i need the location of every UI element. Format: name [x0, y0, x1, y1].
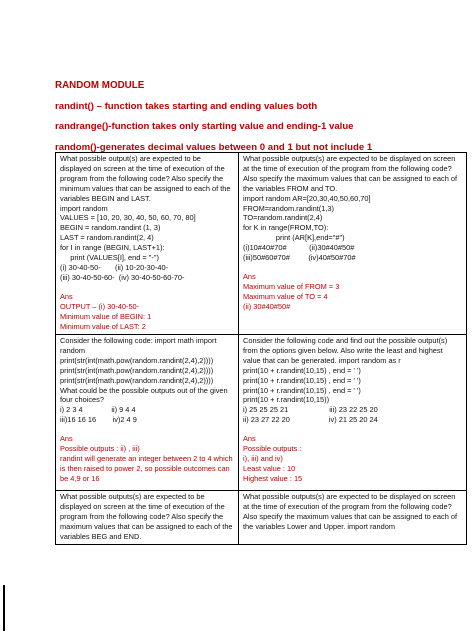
code-line: print(10 + r.randint(10,15) , end = ' ')	[243, 365, 361, 375]
code-line: print (AR[K],end="#")	[243, 233, 345, 243]
code-line: FROM=random.randint(1,3)	[243, 203, 334, 213]
code-line: print(10 + r.randint(10,15))	[243, 395, 330, 405]
heading-randint: randint() – function takes starting and ending values both	[55, 100, 318, 112]
cell-lower-upper	[239, 491, 467, 545]
answer-label: Ans	[60, 291, 73, 301]
cell-math-pow	[56, 335, 239, 491]
option-line: (i) 30-40-50- (ii) 10-20-30-40-	[60, 262, 169, 272]
code-line: print(10 + r.randint(10,15) , end = ' ')	[243, 375, 361, 385]
table-row	[56, 335, 467, 491]
option-line: ii) 23 27 22 20 iv) 21 25 20 24	[243, 415, 378, 425]
option-line: (iii) 30-40-50-60- (iv) 30-40-50-60-70-	[60, 272, 185, 282]
answer-line: Possible outputs : ii) , iii)	[60, 444, 140, 454]
question-text: What could be the possible outputs out of the given four choices?	[60, 385, 228, 405]
code-line: print(10 + r.randint(10,15) , end = ' ')	[243, 385, 361, 395]
code-line: print (VALUES[I], end = "-")	[60, 253, 159, 263]
answer-line: Minimum value of BEGIN: 1	[60, 311, 152, 321]
headings	[55, 79, 455, 161]
heading-randrange: randrange()-function takes only starting value and ending-1 value	[55, 121, 354, 132]
code-line: VALUES = [10, 20, 30, 40, 50, 60, 70, 80]	[60, 213, 196, 223]
answer-line: Maximum value of FROM = 3	[243, 281, 340, 291]
option-line: (iii)50#60#70# (iv)40#50#70#	[243, 253, 356, 263]
code-line: TO=random.randint(2,4)	[243, 213, 323, 223]
code-line: print(str(int(math.pow(random.randint(2,4),2))))	[60, 365, 214, 375]
table-row	[56, 491, 467, 545]
option-line: iii)16 16 16 iv)2 4 9	[60, 415, 137, 425]
answer-label: Ans	[243, 434, 256, 444]
option-line: (i)10#40#70# (ii)30#40#50#	[243, 243, 355, 253]
question-text: What possible outputs(s) are expected to be displayed on screen at the time of execution of the program from the following code? Also specify the maximum values that can be assigned to each of the variables FROM and TO.	[243, 154, 458, 193]
table-row	[56, 153, 467, 335]
heading-random-module: RANDOM MODULE	[55, 80, 145, 91]
answer-line: Minimum value of LAST: 2	[60, 321, 146, 331]
cell-from-to	[239, 153, 467, 335]
cell-beg-end	[56, 491, 239, 545]
cell-randint-10-15	[239, 335, 467, 491]
answer-line: Maximum value of TO = 4	[243, 291, 328, 301]
answer-label: Ans	[60, 434, 73, 444]
code-line: import random AR=[20,30,40,50,60,70]	[243, 193, 371, 203]
answer-label: Ans	[243, 271, 256, 281]
code-line: for I in range (BEGIN, LAST+1):	[60, 243, 165, 253]
code-line: for K in range(FROM,TO):	[243, 223, 329, 233]
code-line: import random	[60, 203, 108, 213]
question-text: What possible output(s) are expected to be displayed on screen at the time of execution of the program from the following code? Also specify the minimum values that can be assigned to each of the variables BEGIN and LAST.	[60, 154, 231, 203]
code-line: BEGIN = random.randint (1, 3)	[60, 223, 161, 233]
answer-line: Least value : 10	[243, 463, 296, 473]
answer-explanation: randint will generate an integer between 2 to 4 which is then raised to power 2, so possible outcomes can be 4,9 or 16	[60, 453, 233, 483]
answer-line: OUTPUT – (i) 30-40-50-	[60, 301, 140, 311]
question-text: What possible outputs(s) are expected to be displayed on screen at the time of execution of the program from the following code? Also specify the maximum values that can be assigned to each of the variables BEG and END.	[60, 492, 233, 541]
answer-line: i), iii) and iv)	[243, 453, 283, 463]
option-line: i) 2 3 4 ii) 9 4 4	[60, 405, 136, 415]
questions-table	[55, 152, 467, 545]
question-text: Consider the following code and find out the possible output(s) from the options given below. Also write the least and highest value that can be generated. import random as r	[243, 336, 448, 365]
question-text: Consider the following code: import math import random	[60, 336, 217, 355]
heading-random: random()-generates decimal values between 0 and 1 but not include 1	[55, 141, 373, 153]
cell-begin-last	[56, 153, 239, 335]
code-line: LAST = random.randint(2, 4)	[60, 233, 154, 243]
answer-line: (ii) 30#40#50#	[243, 301, 291, 311]
left-margin-rule	[3, 585, 5, 631]
question-text: What possible outputs(s) are expected to be displayed on screen at the time of execution of the program from the following code? Also specify the maximum values that can be assigned to each of the variables Lower and Upper. import random	[243, 492, 458, 531]
answer-line: Possible outputs :	[243, 444, 302, 454]
code-line: print(str(int(math.pow(random.randint(2,4),2))))	[60, 355, 214, 365]
option-line: i) 25 25 25 21 iii) 23 22 25 20	[243, 405, 378, 415]
answer-line: Highest value : 15	[243, 473, 303, 483]
code-line: print(str(int(math.pow(random.randint(2,4),2))))	[60, 375, 214, 385]
